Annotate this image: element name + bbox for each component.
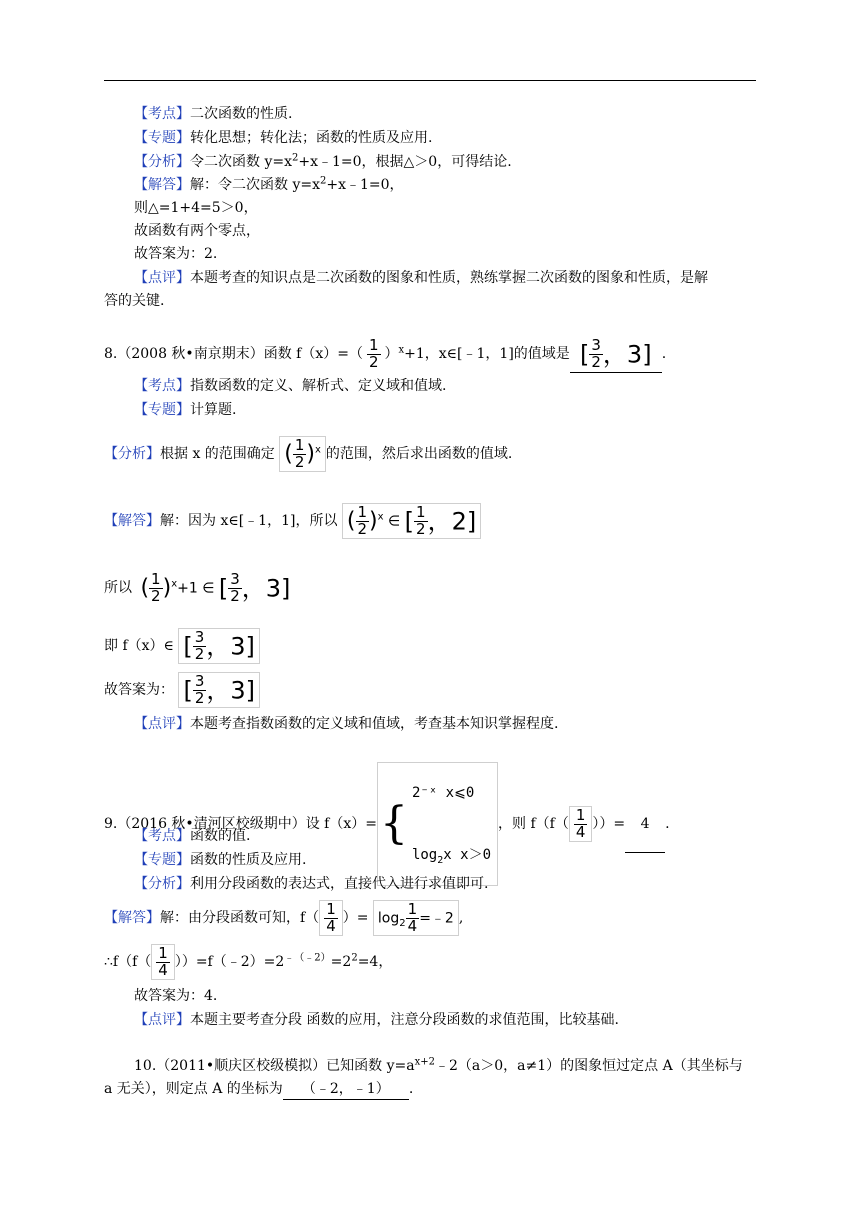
q10-stem: 10.（2011•顺庆区校级模拟）已知函数 $y=a^{x+2}﹣2(a>0$，a≠1）的图象恒过定点 A（其坐标与 — [134, 1056, 743, 1074]
q7-jieda: 【解答】解：令二次函数 $y=x^2+x﹣1=0$， — [134, 175, 404, 193]
q9-kaodian: 【考点】函数的值. — [134, 828, 251, 844]
range-expr-2: ( $\frac{1}{2}$ )$^x$+1 ∈ [ $\frac{3}{2}$ ，3] — [136, 571, 294, 606]
quarter-fraction: $\frac{1}{4}$ — [569, 806, 593, 843]
range-expr-4: [ $\frac{3}{2}$ ，3] — [178, 672, 260, 709]
q7-kaodian: 【考点】二次函数的性质. — [134, 106, 293, 122]
q10-stem-cont: a 无关），则定点 A 的坐标为 （﹣2，﹣1） . — [104, 1079, 413, 1100]
q8-stem: 8.（2008 秋•南京期末）函数 f（x）=（ $\frac{1}{2}$ ）$^x$+1，x∈[﹣1，1]的值域是 [ $\frac{3}{2}$ ，3] . — [104, 336, 666, 373]
q7-zhuanti: 【专题】转化思想；转化法；函数的性质及应用. — [134, 130, 433, 146]
q9-zhuanti: 【专题】函数的性质及应用. — [134, 852, 307, 868]
range-expr-3: [ $\frac{3}{2}$ ，3] — [178, 628, 260, 665]
q9-daan: 故答案为：4. — [134, 988, 218, 1004]
log-expression: $\log_2$ $\frac{1}{4}$ =﹣2 — [373, 900, 459, 937]
q7-line1: 则△=1+4=5＞0， — [134, 200, 258, 216]
q8-ji: 即 f（x）∈ [ $\frac{3}{2}$ ，3] — [104, 624, 260, 668]
q9-therefore: ∴f（f（ $\frac{1}{4}$ ））$=f(﹣2)=2^{﹣(﹣2)}=2^2=4$， — [104, 943, 393, 979]
range-expr-1: ( $\frac{1}{2}$ )$^x$ ∈ [ $\frac{1}{2}$ ，2] — [342, 503, 481, 540]
q8-fenxi: 【分析】根据 x 的范围确定 ( $\frac{1}{2}$ )$^x$ 的范围，然后求出函数的值域. — [104, 435, 513, 471]
q7-dianping: 【点评】本题考查的知识点是二次函数的图象和性质，熟练掌握二次函数的图象和性质，是解 — [134, 270, 708, 286]
header-rule — [104, 80, 756, 81]
q7-line2: 故函数有两个零点， — [134, 223, 260, 239]
kaodian-tag: 【考点】 — [134, 106, 190, 122]
q7-dianping-cont: 答的关键. — [104, 293, 165, 309]
q8-zhuanti: 【专题】计算题. — [134, 402, 237, 418]
q9-answer-blank: 4 — [625, 796, 665, 853]
half-power-x: ( $\frac{1}{2}$ )$^x$ — [279, 436, 326, 473]
q8-dianping: 【点评】本题考查指数函数的定义域和值域，考查基本知识掌握程度. — [134, 716, 559, 732]
q9-stem: 9.（2016 秋•清河区校级期中）设 f（x）= { 2⁻ˣ x⩽0 $\log_2x$ x＞0 ，则 f（f（ $\frac{1}{4}$ ））= 4 . — [104, 762, 670, 886]
q10-answer-blank: （﹣2，﹣1） — [283, 1079, 409, 1100]
q8-kaodian: 【考点】指数函数的定义、解析式、定义域和值域. — [134, 378, 447, 394]
q8-jieda: 【解答】解：因为 x∈[﹣1，1]，所以 ( $\frac{1}{2}$ )$^x$ ∈ [ $\frac{1}{2}$ ，2] — [104, 498, 481, 544]
q9-jieda: 【解答】解：由分段函数可知，f（ $\frac{1}{4}$ ）= $\log_2$ $\frac{1}{4}$ =﹣2 , — [104, 899, 464, 935]
q8-daan: 故答案为： [ $\frac{3}{2}$ ，3] — [104, 668, 260, 712]
q8-suoyi: 所以 ( $\frac{1}{2}$ )$^x$+1 ∈ [ $\frac{3}{2}$ ，3] — [104, 566, 294, 610]
q7-line3: 故答案为：2. — [134, 246, 218, 262]
q9-dianping: 【点评】本题主要考查分段 函数的应用，注意分段函数的求值范围，比较基础. — [134, 1012, 619, 1028]
q7-fenxi: 【分析】令二次函数 $y=x^2+x﹣1=0$，根据△＞0，可得结论. — [134, 152, 512, 170]
piecewise-function: { 2⁻ˣ x⩽0 $\log_2x$ x＞0 — [377, 762, 498, 886]
half-fraction: $\frac{1}{2}$ — [363, 337, 385, 372]
q8-answer-blank: [ $\frac{3}{2}$ ，3] — [570, 336, 662, 373]
q9-fenxi: 【分析】利用分段函数的表达式，直接代入进行求值即可. — [134, 876, 489, 892]
